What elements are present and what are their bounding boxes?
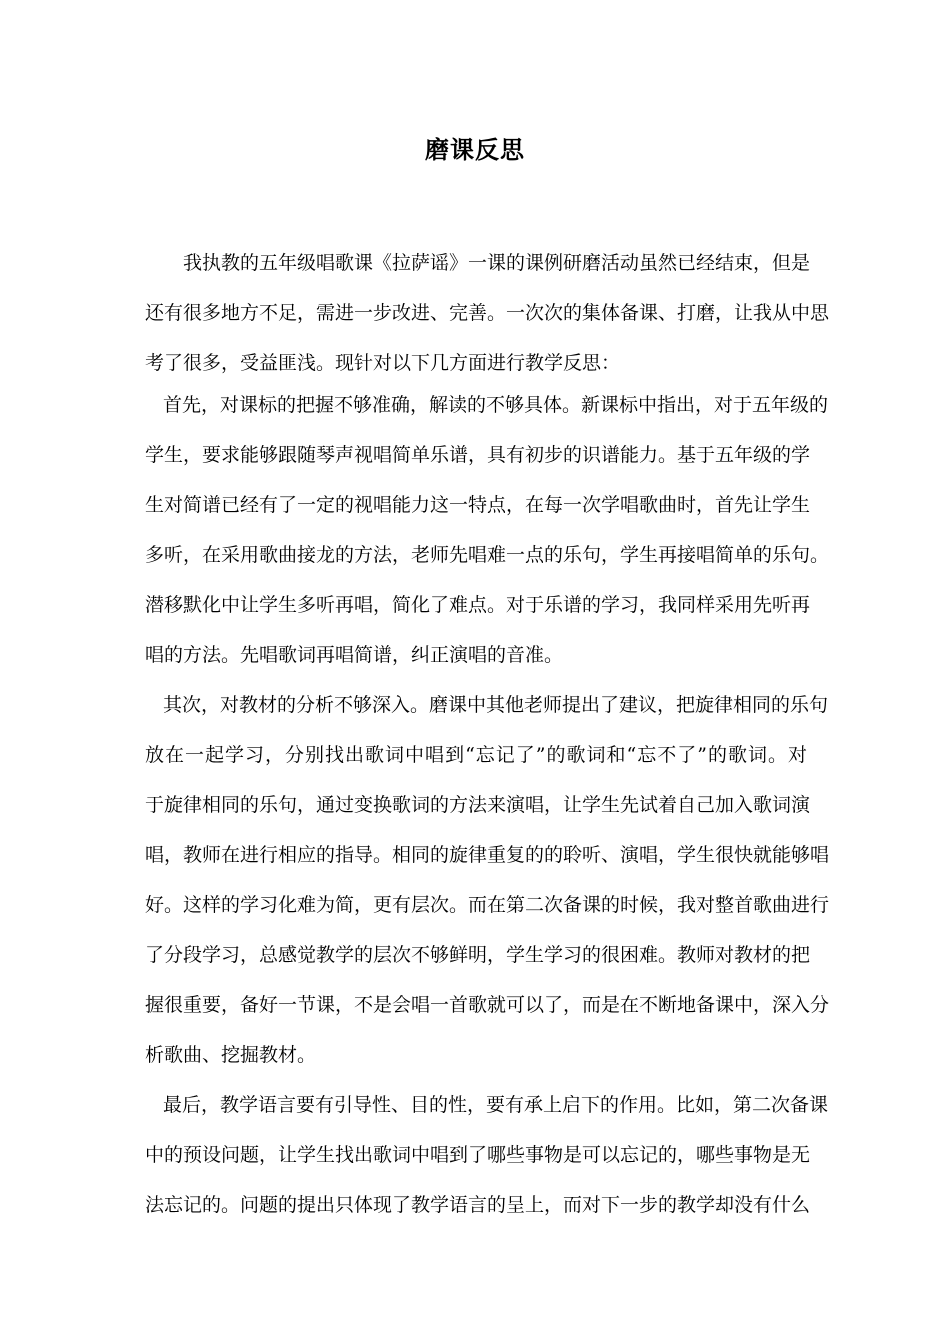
- paragraph-2: [145, 384, 830, 684]
- paragraph-line: 首先，对课标的把握不够准确，解读的不够具体。新课标中指出，对于五年级的: [163, 394, 829, 416]
- paragraph-4: [145, 1084, 829, 1234]
- paragraph-3: [145, 684, 830, 1084]
- paragraph-line: 了分段学习，总感觉教学的层次不够鲜明，学生学习的很困难。教师对教材的把: [145, 944, 811, 966]
- paragraph-line: 析歌曲、挖掘教材。: [145, 1044, 317, 1066]
- paragraph-line: 潜移默化中让学生多听再唱，简化了难点。对于乐谱的学习，我同样采用先听再: [145, 594, 811, 616]
- paragraph-line: 其次，对教材的分析不够深入。磨课中其他老师提出了建议，把旋律相同的乐句: [163, 694, 829, 716]
- paragraph-line: 法忘记的。问题的提出只体现了教学语言的呈上，而对下一步的教学却没有什么: [145, 1194, 811, 1216]
- paragraph-line: 中的预设问题，让学生找出歌词中唱到了哪些事物是可以忘记的，哪些事物是无: [145, 1144, 811, 1166]
- paragraph-line: 学生，要求能够跟随琴声视唱简单乐谱，具有初步的识谱能力。基于五年级的学: [145, 444, 811, 466]
- paragraph-line: 好。这样的学习化难为简，更有层次。而在第二次备课的时候，我对整首歌曲进行: [145, 894, 830, 916]
- paragraph-line: 多听，在采用歌曲接龙的方法，老师先唱难一点的乐句，学生再接唱简单的乐句。: [145, 544, 830, 566]
- paragraph-line: 唱，教师在进行相应的指导。相同的旋律重复的的聆听、演唱，学生很快就能够唱: [145, 844, 830, 866]
- paragraph-line: 握很重要，备好一节课，不是会唱一首歌就可以了，而是在不断地备课中，深入分: [145, 994, 830, 1016]
- paragraph-line: 唱的方法。先唱歌词再唱简谱，纠正演唱的音准。: [145, 644, 564, 666]
- paragraph-line: 放在一起学习，分别找出歌词中唱到“忘记了”的歌词和“忘不了”的歌词。对: [145, 744, 807, 766]
- paragraph-line: 生对简谱已经有了一定的视唱能力这一特点，在每一次学唱歌曲时，首先让学生: [145, 494, 811, 516]
- paragraph-line: 我执教的五年级唱歌课《拉萨谣》一课的课例研磨活动虽然已经结束，但是: [183, 252, 811, 274]
- paragraph-line: 于旋律相同的乐句，通过变换歌词的方法来演唱，让学生先试着自己加入歌词演: [145, 794, 811, 816]
- paragraph-line: 考了很多，受益匪浅。现针对以下几方面进行教学反思：: [145, 352, 621, 374]
- page-title: 磨课反思: [425, 135, 525, 164]
- paragraph-1: [145, 242, 830, 392]
- document-body: [145, 242, 830, 1234]
- paragraph-line: 最后，教学语言要有引导性、目的性，要有承上启下的作用。比如，第二次备课: [163, 1094, 829, 1116]
- paragraph-line: 还有很多地方不足，需进一步改进、完善。一次次的集体备课、打磨，让我从中思: [145, 302, 830, 324]
